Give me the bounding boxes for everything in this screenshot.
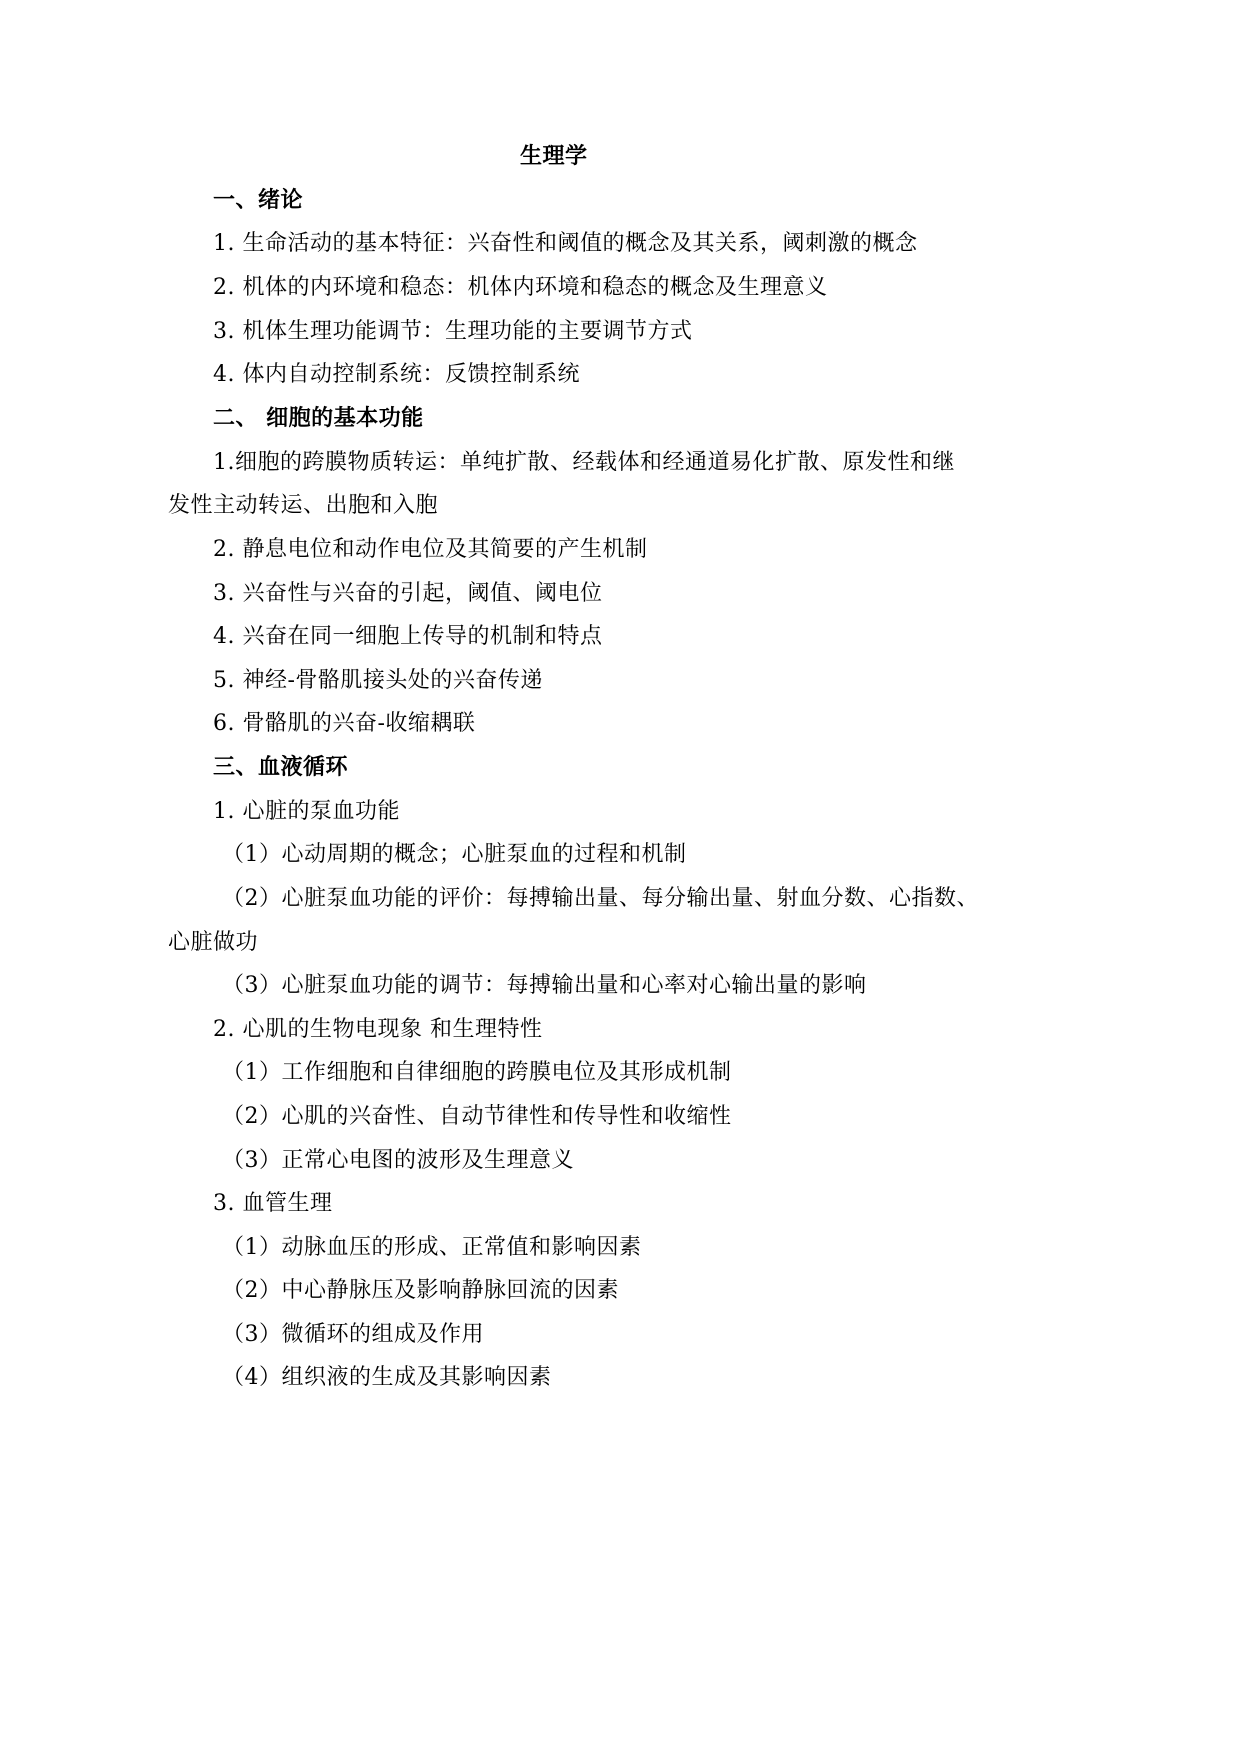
sub-list-item: （2）心肌的兴奋性、自动节律性和传导性和收缩性 [222,1104,732,1129]
sub-list-item: （3）正常心电图的波形及生理意义 [222,1148,574,1173]
sub-list-item: （4）组织液的生成及其影响因素 [222,1365,552,1390]
section-heading-cell-functions: 二、 细胞的基本功能 [213,406,424,431]
list-item: 5. 神经-骨骼肌接头处的兴奋传递 [213,668,543,693]
list-item: 3. 血管生理 [213,1191,333,1216]
section-heading-introduction: 一、绪论 [213,188,304,213]
list-item-continuation: 发性主动转运、出胞和入胞 [168,493,439,518]
list-item: 6. 骨骼肌的兴奋-收缩耦联 [213,711,476,736]
list-item: 1. 生命活动的基本特征：兴奋性和阈值的概念及其关系，阈刺激的概念 [213,231,918,256]
list-item: 2. 静息电位和动作电位及其简要的产生机制 [213,537,648,562]
list-item: 4. 兴奋在同一细胞上传导的机制和特点 [213,624,603,649]
list-item: 1.细胞的跨膜物质转运：单纯扩散、经载体和经通道易化扩散、原发性和继 [213,450,955,475]
sub-list-item: （1）工作细胞和自律细胞的跨膜电位及其形成机制 [222,1060,732,1085]
sub-list-item: （1）动脉血压的形成、正常值和影响因素 [222,1235,642,1260]
sub-list-item: （2）心脏泵血功能的评价：每搏输出量、每分输出量、射血分数、心指数、 [222,886,979,911]
list-item: 2. 机体的内环境和稳态：机体内环境和稳态的概念及生理意义 [213,275,828,300]
sub-list-item: （2）中心静脉压及影响静脉回流的因素 [222,1278,619,1303]
sub-list-item: （1）心动周期的概念；心脏泵血的过程和机制 [222,842,687,867]
document-title: 生理学 [520,144,588,169]
list-item: 4. 体内自动控制系统：反馈控制系统 [213,362,580,387]
list-item: 2. 心肌的生物电现象 和生理特性 [213,1017,543,1042]
list-item: 1. 心脏的泵血功能 [213,799,400,824]
section-heading-blood-circulation: 三、血液循环 [213,755,349,780]
sub-list-item-continuation: 心脏做功 [168,930,259,955]
list-item: 3. 机体生理功能调节：生理功能的主要调节方式 [213,319,693,344]
sub-list-item: （3）心脏泵血功能的调节：每搏输出量和心率对心输出量的影响 [222,973,867,998]
sub-list-item: （3）微循环的组成及作用 [222,1322,484,1347]
list-item: 3. 兴奋性与兴奋的引起，阈值、阈电位 [213,581,603,606]
